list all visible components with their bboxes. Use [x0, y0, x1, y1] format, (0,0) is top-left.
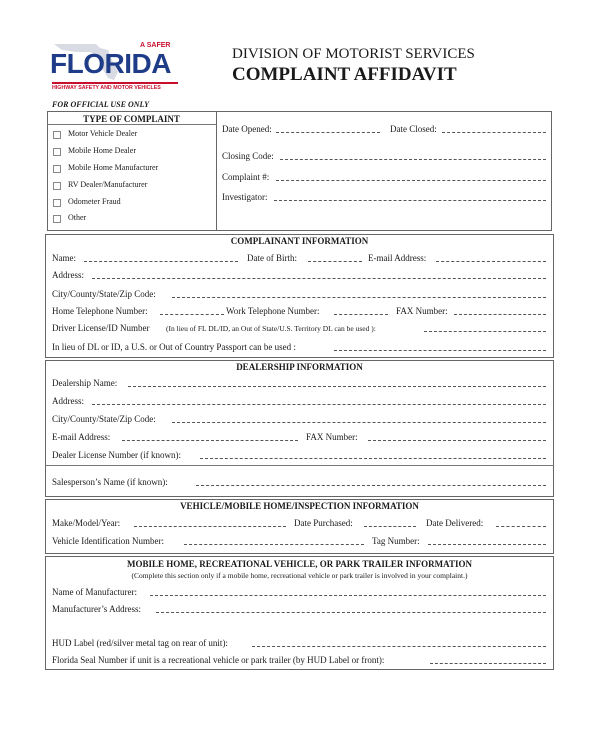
make-field[interactable]	[134, 526, 286, 527]
dealer-fax-field[interactable]	[368, 440, 546, 441]
dealer-address-field[interactable]	[92, 404, 546, 405]
official-box-divider	[216, 111, 217, 231]
date-delivered-label: Date Delivered:	[426, 518, 484, 528]
closing-code-label: Closing Code:	[222, 151, 274, 161]
investigator-label: Investigator:	[222, 192, 268, 202]
mobile-home-note: (Complete this section only if a mobile home, recreational vehicle or park trailer is involved in your complaint.)	[131, 571, 468, 580]
vin-field[interactable]	[184, 544, 364, 545]
option-mobile-home-dealer: Mobile Home Dealer	[68, 146, 136, 155]
dealer-license-label: Dealer License Number (if known):	[52, 450, 181, 460]
dealer-email-label: E-mail Address:	[52, 432, 111, 442]
date-closed-label: Date Closed:	[390, 124, 437, 134]
salesperson-rule	[45, 465, 554, 466]
dealer-fax-label: FAX Number:	[306, 432, 358, 442]
manufacturer-address-field[interactable]	[156, 612, 546, 613]
seal-number-field[interactable]	[430, 663, 546, 664]
logo-subtitle: HIGHWAY SAFETY AND MOTOR VEHICLES	[52, 85, 161, 91]
form-title: COMPLAINT AFFIDAVIT	[232, 64, 457, 85]
dealer-email-field[interactable]	[122, 440, 298, 441]
complainant-title: COMPLAINANT INFORMATION	[230, 236, 369, 246]
hud-label-field[interactable]	[252, 646, 546, 647]
salesperson-label: Salesperson’s Name (if known):	[52, 477, 168, 487]
option-rv-dealer: RV Dealer/Manufacturer	[68, 180, 148, 189]
city-label: City/County/State/Zip Code:	[52, 289, 156, 299]
passport-label: In lieu of DL or ID, a U.S. or Out of Country Passport can be used :	[52, 342, 296, 352]
email-label: E-mail Address:	[368, 253, 427, 263]
seal-number-label: Florida Seal Number if unit is a recreational vehicle or park trailer (by HUD Label or front):	[52, 655, 385, 665]
checkbox-rv-dealer[interactable]	[53, 182, 61, 190]
complaint-number-label: Complaint #:	[222, 172, 270, 182]
option-other: Other	[68, 213, 87, 222]
checkbox-mobile-home-dealer[interactable]	[53, 148, 61, 156]
checkbox-odometer-fraud[interactable]	[53, 199, 61, 207]
dealership-name-field[interactable]	[128, 386, 546, 387]
home-phone-field[interactable]	[160, 314, 224, 315]
closing-code-field[interactable]	[280, 159, 546, 160]
dl-note: (In lieu of FL DL/ID, an Out of State/U.S. Territory DL can be used ):	[166, 324, 376, 333]
vin-label: Vehicle Identification Number:	[52, 536, 164, 546]
dealer-address-label: Address:	[52, 396, 84, 406]
logo-underline	[52, 82, 178, 84]
official-use-label: FOR OFFICIAL USE ONLY	[52, 100, 149, 109]
date-opened-field[interactable]	[276, 132, 380, 133]
option-motor-vehicle-dealer: Motor Vehicle Dealer	[68, 129, 138, 138]
tag-field[interactable]	[428, 544, 546, 545]
home-phone-label: Home Telephone Number:	[52, 306, 148, 316]
option-odometer-fraud: Odometer Fraud	[68, 197, 121, 206]
name-label: Name:	[52, 253, 76, 263]
manufacturer-name-label: Name of Manufacturer:	[52, 587, 137, 597]
fax-field[interactable]	[454, 314, 546, 315]
complaint-type-title-rule	[47, 124, 216, 125]
checkbox-motor-vehicle-dealer[interactable]	[53, 131, 61, 139]
dl-label: Driver License/ID Number	[52, 323, 150, 333]
mobile-home-title: MOBILE HOME, RECREATIONAL VEHICLE, OR PARK TRAILER INFORMATION	[127, 559, 472, 569]
logo-tagline: A SAFER	[140, 42, 171, 49]
investigator-field[interactable]	[274, 200, 546, 201]
division-heading: DIVISION OF MOTORIST SERVICES	[232, 46, 475, 62]
dealer-city-field[interactable]	[172, 422, 546, 423]
address-field[interactable]	[92, 278, 546, 279]
dealer-license-field[interactable]	[200, 458, 546, 459]
dealer-city-label: City/County/State/Zip Code:	[52, 414, 156, 424]
checkbox-mobile-home-manufacturer[interactable]	[53, 165, 61, 173]
manufacturer-address-label: Manufacturer’s Address:	[52, 604, 142, 614]
option-mobile-home-manufacturer: Mobile Home Manufacturer	[68, 163, 159, 172]
hud-label-label: HUD Label (red/silver metal tag on rear of unit):	[52, 638, 228, 648]
florida-logo	[48, 40, 183, 98]
dealership-title: DEALERSHIP INFORMATION	[236, 362, 363, 372]
date-purchased-label: Date Purchased:	[294, 518, 353, 528]
email-field[interactable]	[436, 261, 546, 262]
vehicle-title: VEHICLE/MOBILE HOME/INSPECTION INFORMATION	[180, 501, 419, 511]
complaint-type-title: TYPE OF COMPLAINT	[83, 114, 180, 124]
checkbox-other[interactable]	[53, 215, 61, 223]
dealership-name-label: Dealership Name:	[52, 378, 118, 388]
passport-field[interactable]	[334, 350, 546, 351]
dob-field[interactable]	[308, 261, 362, 262]
logo-name: FLORIDA	[50, 48, 171, 79]
date-purchased-field[interactable]	[364, 526, 416, 527]
salesperson-field[interactable]	[196, 485, 546, 486]
date-delivered-field[interactable]	[496, 526, 546, 527]
name-field[interactable]	[84, 261, 238, 262]
complaint-number-field[interactable]	[276, 180, 546, 181]
work-phone-label: Work Telephone Number:	[226, 306, 320, 316]
date-opened-label: Date Opened:	[222, 124, 272, 134]
manufacturer-name-field[interactable]	[150, 595, 546, 596]
tag-label: Tag Number:	[372, 536, 420, 546]
dob-label: Date of Birth:	[247, 253, 297, 263]
date-closed-field[interactable]	[442, 132, 546, 133]
fax-label: FAX Number:	[396, 306, 448, 316]
dl-field[interactable]	[424, 331, 546, 332]
work-phone-field[interactable]	[334, 314, 388, 315]
city-field[interactable]	[172, 297, 546, 298]
address-label: Address:	[52, 270, 84, 280]
make-label: Make/Model/Year:	[52, 518, 121, 528]
